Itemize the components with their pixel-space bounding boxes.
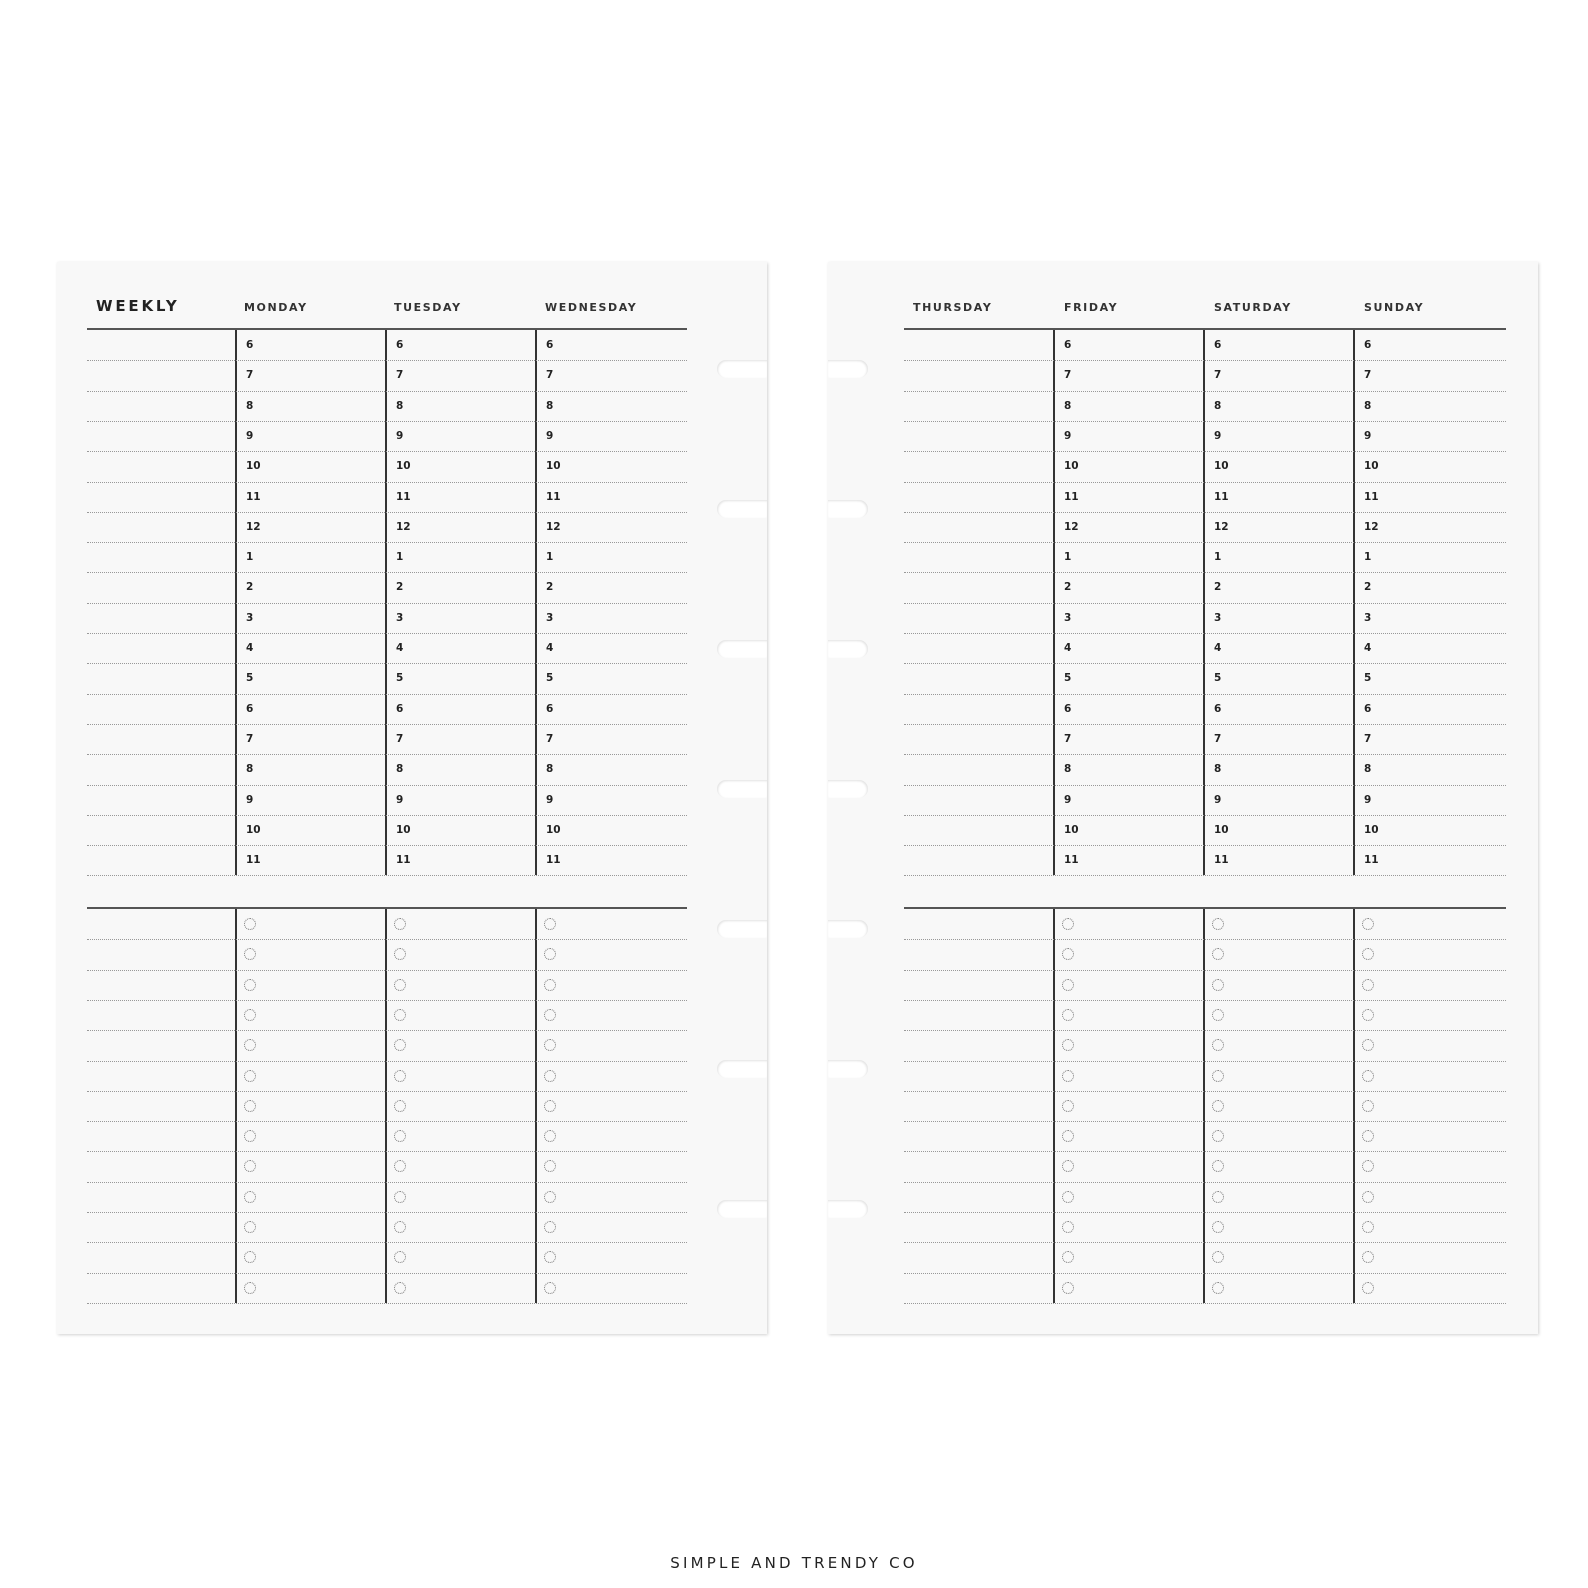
left-column-rule <box>235 909 237 1303</box>
binder-notch <box>828 1200 868 1218</box>
checklist-row-line <box>904 970 1506 971</box>
hour-label: 10 <box>396 823 411 836</box>
weekly-title: WEEKLY <box>96 297 180 315</box>
schedule-row-line <box>904 603 1506 604</box>
hour-label: 10 <box>546 823 561 836</box>
checklist-row-line <box>904 1151 1506 1152</box>
hour-label: 11 <box>246 490 261 503</box>
hour-label: 7 <box>546 732 554 745</box>
checklist-row-line <box>87 1091 687 1092</box>
hour-label: 4 <box>1064 642 1072 654</box>
checkbox-circle-icon[interactable] <box>544 1160 556 1172</box>
checkbox-circle-icon[interactable] <box>1062 1070 1074 1082</box>
checkbox-circle-icon[interactable] <box>244 918 256 930</box>
day-header-friday: FRIDAY <box>1064 301 1119 314</box>
hour-label: 2 <box>1364 581 1372 594</box>
schedule-row-line <box>904 754 1506 755</box>
hour-label: 7 <box>546 369 554 382</box>
checklist-row-line <box>904 1061 1506 1062</box>
hour-label: 4 <box>246 642 254 654</box>
hour-label: 7 <box>1364 369 1372 382</box>
binder-notch <box>828 780 868 798</box>
hour-label: 11 <box>1214 490 1229 503</box>
checkbox-circle-icon[interactable] <box>394 918 406 930</box>
checkbox-circle-icon[interactable] <box>544 1100 556 1112</box>
hour-label: 11 <box>546 854 561 867</box>
checkbox-circle-icon[interactable] <box>1362 1130 1374 1142</box>
hour-label: 12 <box>396 520 411 533</box>
checklist-row-line <box>87 970 687 971</box>
hour-label: 5 <box>1064 672 1072 685</box>
hour-label: 11 <box>1064 490 1079 503</box>
schedule-row-line <box>87 785 687 786</box>
schedule-row-line <box>87 663 687 664</box>
checkbox-circle-icon[interactable] <box>1212 1009 1224 1021</box>
hour-label: 4 <box>1364 642 1372 654</box>
checkbox-circle-icon[interactable] <box>244 1251 256 1263</box>
checkbox-circle-icon[interactable] <box>1212 1039 1224 1051</box>
day-header-saturday: SATURDAY <box>1214 301 1292 314</box>
checkbox-circle-icon[interactable] <box>244 1282 256 1294</box>
binder-notch <box>717 500 767 518</box>
checkbox-circle-icon[interactable] <box>544 1221 556 1233</box>
left-planner-page <box>57 262 767 1334</box>
left-column-rule <box>535 909 537 1303</box>
hour-label: 10 <box>1064 460 1079 473</box>
day-header-monday: MONDAY <box>244 301 308 314</box>
checkbox-circle-icon[interactable] <box>1062 918 1074 930</box>
hour-label: 4 <box>396 642 404 654</box>
hour-label: 11 <box>1214 854 1229 867</box>
checkbox-circle-icon[interactable] <box>1212 1070 1224 1082</box>
binder-notch <box>717 640 767 658</box>
hour-label: 9 <box>1364 793 1372 806</box>
left-column-rule <box>385 909 387 1303</box>
checklist-row-line <box>87 1151 687 1152</box>
schedule-row-line <box>87 572 687 573</box>
schedule-row-line <box>87 603 687 604</box>
schedule-row-line <box>904 391 1506 392</box>
checkbox-circle-icon[interactable] <box>1062 1009 1074 1021</box>
checkbox-circle-icon[interactable] <box>394 979 406 991</box>
checklist-row-line <box>87 1000 687 1001</box>
schedule-row-line <box>87 421 687 422</box>
checkbox-circle-icon[interactable] <box>544 1039 556 1051</box>
checkbox-circle-icon[interactable] <box>244 1130 256 1142</box>
hour-label: 4 <box>1214 642 1222 654</box>
hour-label: 1 <box>1064 551 1072 564</box>
checkbox-circle-icon[interactable] <box>1362 948 1374 960</box>
right-column-rule <box>1203 909 1205 1303</box>
hour-label: 12 <box>1064 520 1079 533</box>
binder-notch <box>717 360 767 378</box>
checklist-row-line <box>904 1000 1506 1001</box>
hour-label: 7 <box>1364 732 1372 745</box>
hour-label: 11 <box>1364 854 1379 867</box>
hour-label: 1 <box>546 551 554 564</box>
checkbox-circle-icon[interactable] <box>1062 948 1074 960</box>
hour-label: 8 <box>1214 763 1222 776</box>
day-header-thursday: THURSDAY <box>913 301 993 314</box>
checklist-row-line <box>904 1242 1506 1243</box>
checklist-row-line <box>87 939 687 940</box>
checklist-row-line <box>87 1242 687 1243</box>
checkbox-circle-icon[interactable] <box>1062 1100 1074 1112</box>
hour-label: 7 <box>246 732 254 745</box>
checklist-row-line <box>904 1121 1506 1122</box>
hour-label: 8 <box>246 763 254 776</box>
hour-label: 6 <box>546 339 554 351</box>
hour-label: 1 <box>1214 551 1222 564</box>
section-divider <box>904 907 1506 909</box>
hour-label: 10 <box>396 460 411 473</box>
checkbox-circle-icon[interactable] <box>244 1221 256 1233</box>
hour-label: 7 <box>246 369 254 382</box>
schedule-row-line <box>904 724 1506 725</box>
hour-label: 5 <box>546 672 554 685</box>
schedule-row-line <box>904 421 1506 422</box>
checkbox-circle-icon[interactable] <box>244 1070 256 1082</box>
checkbox-circle-icon[interactable] <box>394 1160 406 1172</box>
right-planner-page <box>828 262 1538 1334</box>
hour-label: 12 <box>246 520 261 533</box>
hour-label: 6 <box>396 339 404 351</box>
checkbox-circle-icon[interactable] <box>1212 918 1224 930</box>
binder-notch <box>828 640 868 658</box>
checkbox-circle-icon[interactable] <box>244 979 256 991</box>
hour-label: 8 <box>1364 399 1372 412</box>
checkbox-circle-icon[interactable] <box>544 948 556 960</box>
hour-label: 11 <box>246 854 261 867</box>
checklist-row-line <box>87 1303 687 1304</box>
hour-label: 6 <box>546 702 554 715</box>
checklist-row-line <box>87 1061 687 1062</box>
schedule-row-line <box>87 391 687 392</box>
checklist-row-line <box>904 939 1506 940</box>
schedule-row-line <box>87 815 687 816</box>
hour-label: 3 <box>246 611 254 624</box>
binder-notch <box>717 1060 767 1078</box>
checkbox-circle-icon[interactable] <box>1212 1130 1224 1142</box>
hour-label: 11 <box>396 490 411 503</box>
schedule-row-line <box>87 512 687 513</box>
hour-label: 8 <box>1064 763 1072 776</box>
hour-label: 9 <box>546 429 554 442</box>
hour-label: 9 <box>546 793 554 806</box>
schedule-row-line <box>904 360 1506 361</box>
hour-label: 5 <box>396 672 404 685</box>
hour-label: 12 <box>546 520 561 533</box>
hour-label: 5 <box>246 672 254 685</box>
checkbox-circle-icon[interactable] <box>244 1191 256 1203</box>
schedule-row-line <box>904 512 1506 513</box>
binder-notch <box>828 500 868 518</box>
hour-label: 6 <box>1064 339 1072 351</box>
hour-label: 10 <box>546 460 561 473</box>
hour-label: 8 <box>396 763 404 776</box>
checkbox-circle-icon[interactable] <box>1212 1221 1224 1233</box>
hour-label: 2 <box>1214 581 1222 594</box>
checkbox-circle-icon[interactable] <box>1062 979 1074 991</box>
binder-notch <box>717 1200 767 1218</box>
checkbox-circle-icon[interactable] <box>1362 1070 1374 1082</box>
hour-label: 12 <box>1214 520 1229 533</box>
hour-label: 10 <box>246 460 261 473</box>
checkbox-circle-icon[interactable] <box>1062 1160 1074 1172</box>
hour-label: 11 <box>546 490 561 503</box>
checkbox-circle-icon[interactable] <box>1212 1100 1224 1112</box>
schedule-row-line <box>904 633 1506 634</box>
hour-label: 8 <box>1214 399 1222 412</box>
checklist-row-line <box>87 1121 687 1122</box>
header-divider <box>904 328 1506 330</box>
hour-label: 10 <box>1364 460 1379 473</box>
checkbox-circle-icon[interactable] <box>544 1191 556 1203</box>
hour-label: 8 <box>546 399 554 412</box>
hour-label: 10 <box>1064 823 1079 836</box>
checkbox-circle-icon[interactable] <box>1212 1160 1224 1172</box>
hour-label: 6 <box>1364 702 1372 715</box>
hour-label: 9 <box>1214 429 1222 442</box>
checklist-row-line <box>904 1030 1506 1031</box>
checklist-row-line <box>904 1303 1506 1304</box>
hour-label: 10 <box>1214 823 1229 836</box>
checklist-row-line <box>904 1273 1506 1274</box>
hour-label: 8 <box>396 399 404 412</box>
checkbox-circle-icon[interactable] <box>1062 1130 1074 1142</box>
checklist-row-line <box>87 1212 687 1213</box>
hour-label: 5 <box>1214 672 1222 685</box>
checkbox-circle-icon[interactable] <box>544 918 556 930</box>
checkbox-circle-icon[interactable] <box>1362 1160 1374 1172</box>
hour-label: 1 <box>396 551 404 564</box>
checkbox-circle-icon[interactable] <box>394 1009 406 1021</box>
schedule-row-line <box>87 360 687 361</box>
checkbox-circle-icon[interactable] <box>544 979 556 991</box>
section-divider <box>87 907 687 909</box>
checkbox-circle-icon[interactable] <box>1062 1221 1074 1233</box>
checkbox-circle-icon[interactable] <box>394 1039 406 1051</box>
schedule-row-line <box>904 815 1506 816</box>
checkbox-circle-icon[interactable] <box>1362 1282 1374 1294</box>
schedule-row-line <box>904 542 1506 543</box>
checkbox-circle-icon[interactable] <box>544 1009 556 1021</box>
schedule-row-line <box>904 482 1506 483</box>
hour-label: 9 <box>1064 793 1072 806</box>
checkbox-circle-icon[interactable] <box>1212 979 1224 991</box>
schedule-row-line <box>904 875 1506 876</box>
checkbox-circle-icon[interactable] <box>544 1070 556 1082</box>
checkbox-circle-icon[interactable] <box>244 1160 256 1172</box>
checkbox-circle-icon[interactable] <box>1062 1282 1074 1294</box>
checklist-row-line <box>87 1030 687 1031</box>
schedule-row-line <box>87 845 687 846</box>
hour-label: 7 <box>1064 732 1072 745</box>
hour-label: 9 <box>1064 429 1072 442</box>
checkbox-circle-icon[interactable] <box>244 948 256 960</box>
checklist-row-line <box>87 1182 687 1183</box>
binder-notch <box>828 360 868 378</box>
hour-label: 7 <box>1064 369 1072 382</box>
hour-label: 6 <box>246 339 254 351</box>
schedule-row-line <box>87 724 687 725</box>
checkbox-circle-icon[interactable] <box>1362 1191 1374 1203</box>
checkbox-circle-icon[interactable] <box>1362 918 1374 930</box>
checkbox-circle-icon[interactable] <box>394 1130 406 1142</box>
hour-label: 10 <box>1214 460 1229 473</box>
schedule-row-line <box>87 875 687 876</box>
hour-label: 7 <box>396 732 404 745</box>
schedule-row-line <box>87 542 687 543</box>
checklist-row-line <box>904 1212 1506 1213</box>
checkbox-circle-icon[interactable] <box>544 1282 556 1294</box>
checkbox-circle-icon[interactable] <box>1062 1251 1074 1263</box>
hour-label: 1 <box>1364 551 1372 564</box>
checkbox-circle-icon[interactable] <box>394 1070 406 1082</box>
day-header-tuesday: TUESDAY <box>394 301 462 314</box>
binder-notch <box>828 1060 868 1078</box>
schedule-row-line <box>87 754 687 755</box>
checkbox-circle-icon[interactable] <box>544 1251 556 1263</box>
checkbox-circle-icon[interactable] <box>1362 1009 1374 1021</box>
checkbox-circle-icon[interactable] <box>244 1009 256 1021</box>
hour-label: 3 <box>396 611 404 624</box>
checklist-row-line <box>904 1091 1506 1092</box>
day-header-wednesday: WEDNESDAY <box>545 301 638 314</box>
checkbox-circle-icon[interactable] <box>394 1100 406 1112</box>
hour-label: 2 <box>396 581 404 594</box>
hour-label: 8 <box>1064 399 1072 412</box>
hour-label: 10 <box>246 823 261 836</box>
hour-label: 9 <box>1214 793 1222 806</box>
checkbox-circle-icon[interactable] <box>394 1251 406 1263</box>
hour-label: 9 <box>1364 429 1372 442</box>
hour-label: 6 <box>246 702 254 715</box>
schedule-row-line <box>904 663 1506 664</box>
hour-label: 7 <box>1214 369 1222 382</box>
hour-label: 2 <box>546 581 554 594</box>
hour-label: 2 <box>1064 581 1072 594</box>
checkbox-circle-icon[interactable] <box>244 1039 256 1051</box>
hour-label: 1 <box>246 551 254 564</box>
checkbox-circle-icon[interactable] <box>544 1130 556 1142</box>
right-column-rule <box>1053 909 1055 1303</box>
hour-label: 9 <box>246 429 254 442</box>
schedule-row-line <box>904 845 1506 846</box>
hour-label: 6 <box>396 702 404 715</box>
hour-label: 3 <box>1214 611 1222 624</box>
checkbox-circle-icon[interactable] <box>1212 1282 1224 1294</box>
hour-label: 3 <box>1364 611 1372 624</box>
hour-label: 9 <box>246 793 254 806</box>
hour-label: 11 <box>1064 854 1079 867</box>
hour-label: 11 <box>396 854 411 867</box>
checkbox-circle-icon[interactable] <box>1212 1191 1224 1203</box>
hour-label: 3 <box>546 611 554 624</box>
checklist-row-line <box>904 1182 1506 1183</box>
hour-label: 9 <box>396 429 404 442</box>
header-divider <box>87 328 687 330</box>
checkbox-circle-icon[interactable] <box>394 1282 406 1294</box>
schedule-row-line <box>87 633 687 634</box>
brand-footer: SIMPLE AND TRENDY CO <box>670 1554 918 1572</box>
checklist-row-line <box>87 1273 687 1274</box>
binder-notch <box>828 920 868 938</box>
hour-label: 4 <box>546 642 554 654</box>
hour-label: 5 <box>1364 672 1372 685</box>
checkbox-circle-icon[interactable] <box>394 948 406 960</box>
checkbox-circle-icon[interactable] <box>1362 979 1374 991</box>
checkbox-circle-icon[interactable] <box>1362 1100 1374 1112</box>
hour-label: 11 <box>1364 490 1379 503</box>
schedule-row-line <box>87 694 687 695</box>
checkbox-circle-icon[interactable] <box>1062 1191 1074 1203</box>
hour-label: 3 <box>1064 611 1072 624</box>
hour-label: 8 <box>546 763 554 776</box>
checkbox-circle-icon[interactable] <box>1062 1039 1074 1051</box>
schedule-row-line <box>904 451 1506 452</box>
hour-label: 8 <box>1364 763 1372 776</box>
hour-label: 7 <box>396 369 404 382</box>
schedule-row-line <box>87 482 687 483</box>
checkbox-circle-icon[interactable] <box>244 1100 256 1112</box>
hour-label: 10 <box>1364 823 1379 836</box>
checkbox-circle-icon[interactable] <box>1362 1221 1374 1233</box>
day-header-sunday: SUNDAY <box>1364 301 1425 314</box>
checkbox-circle-icon[interactable] <box>1362 1039 1374 1051</box>
hour-label: 7 <box>1214 732 1222 745</box>
checkbox-circle-icon[interactable] <box>1362 1251 1374 1263</box>
checkbox-circle-icon[interactable] <box>394 1221 406 1233</box>
schedule-row-line <box>904 694 1506 695</box>
binder-notch <box>717 920 767 938</box>
schedule-row-line <box>87 451 687 452</box>
hour-label: 6 <box>1214 339 1222 351</box>
schedule-row-line <box>904 572 1506 573</box>
hour-label: 9 <box>396 793 404 806</box>
hour-label: 6 <box>1214 702 1222 715</box>
hour-label: 6 <box>1064 702 1072 715</box>
checkbox-circle-icon[interactable] <box>1212 948 1224 960</box>
checkbox-circle-icon[interactable] <box>394 1191 406 1203</box>
checkbox-circle-icon[interactable] <box>1212 1251 1224 1263</box>
hour-label: 8 <box>246 399 254 412</box>
schedule-row-line <box>904 785 1506 786</box>
hour-label: 2 <box>246 581 254 594</box>
hour-label: 6 <box>1364 339 1372 351</box>
binder-notch <box>717 780 767 798</box>
right-column-rule <box>1353 909 1355 1303</box>
hour-label: 12 <box>1364 520 1379 533</box>
